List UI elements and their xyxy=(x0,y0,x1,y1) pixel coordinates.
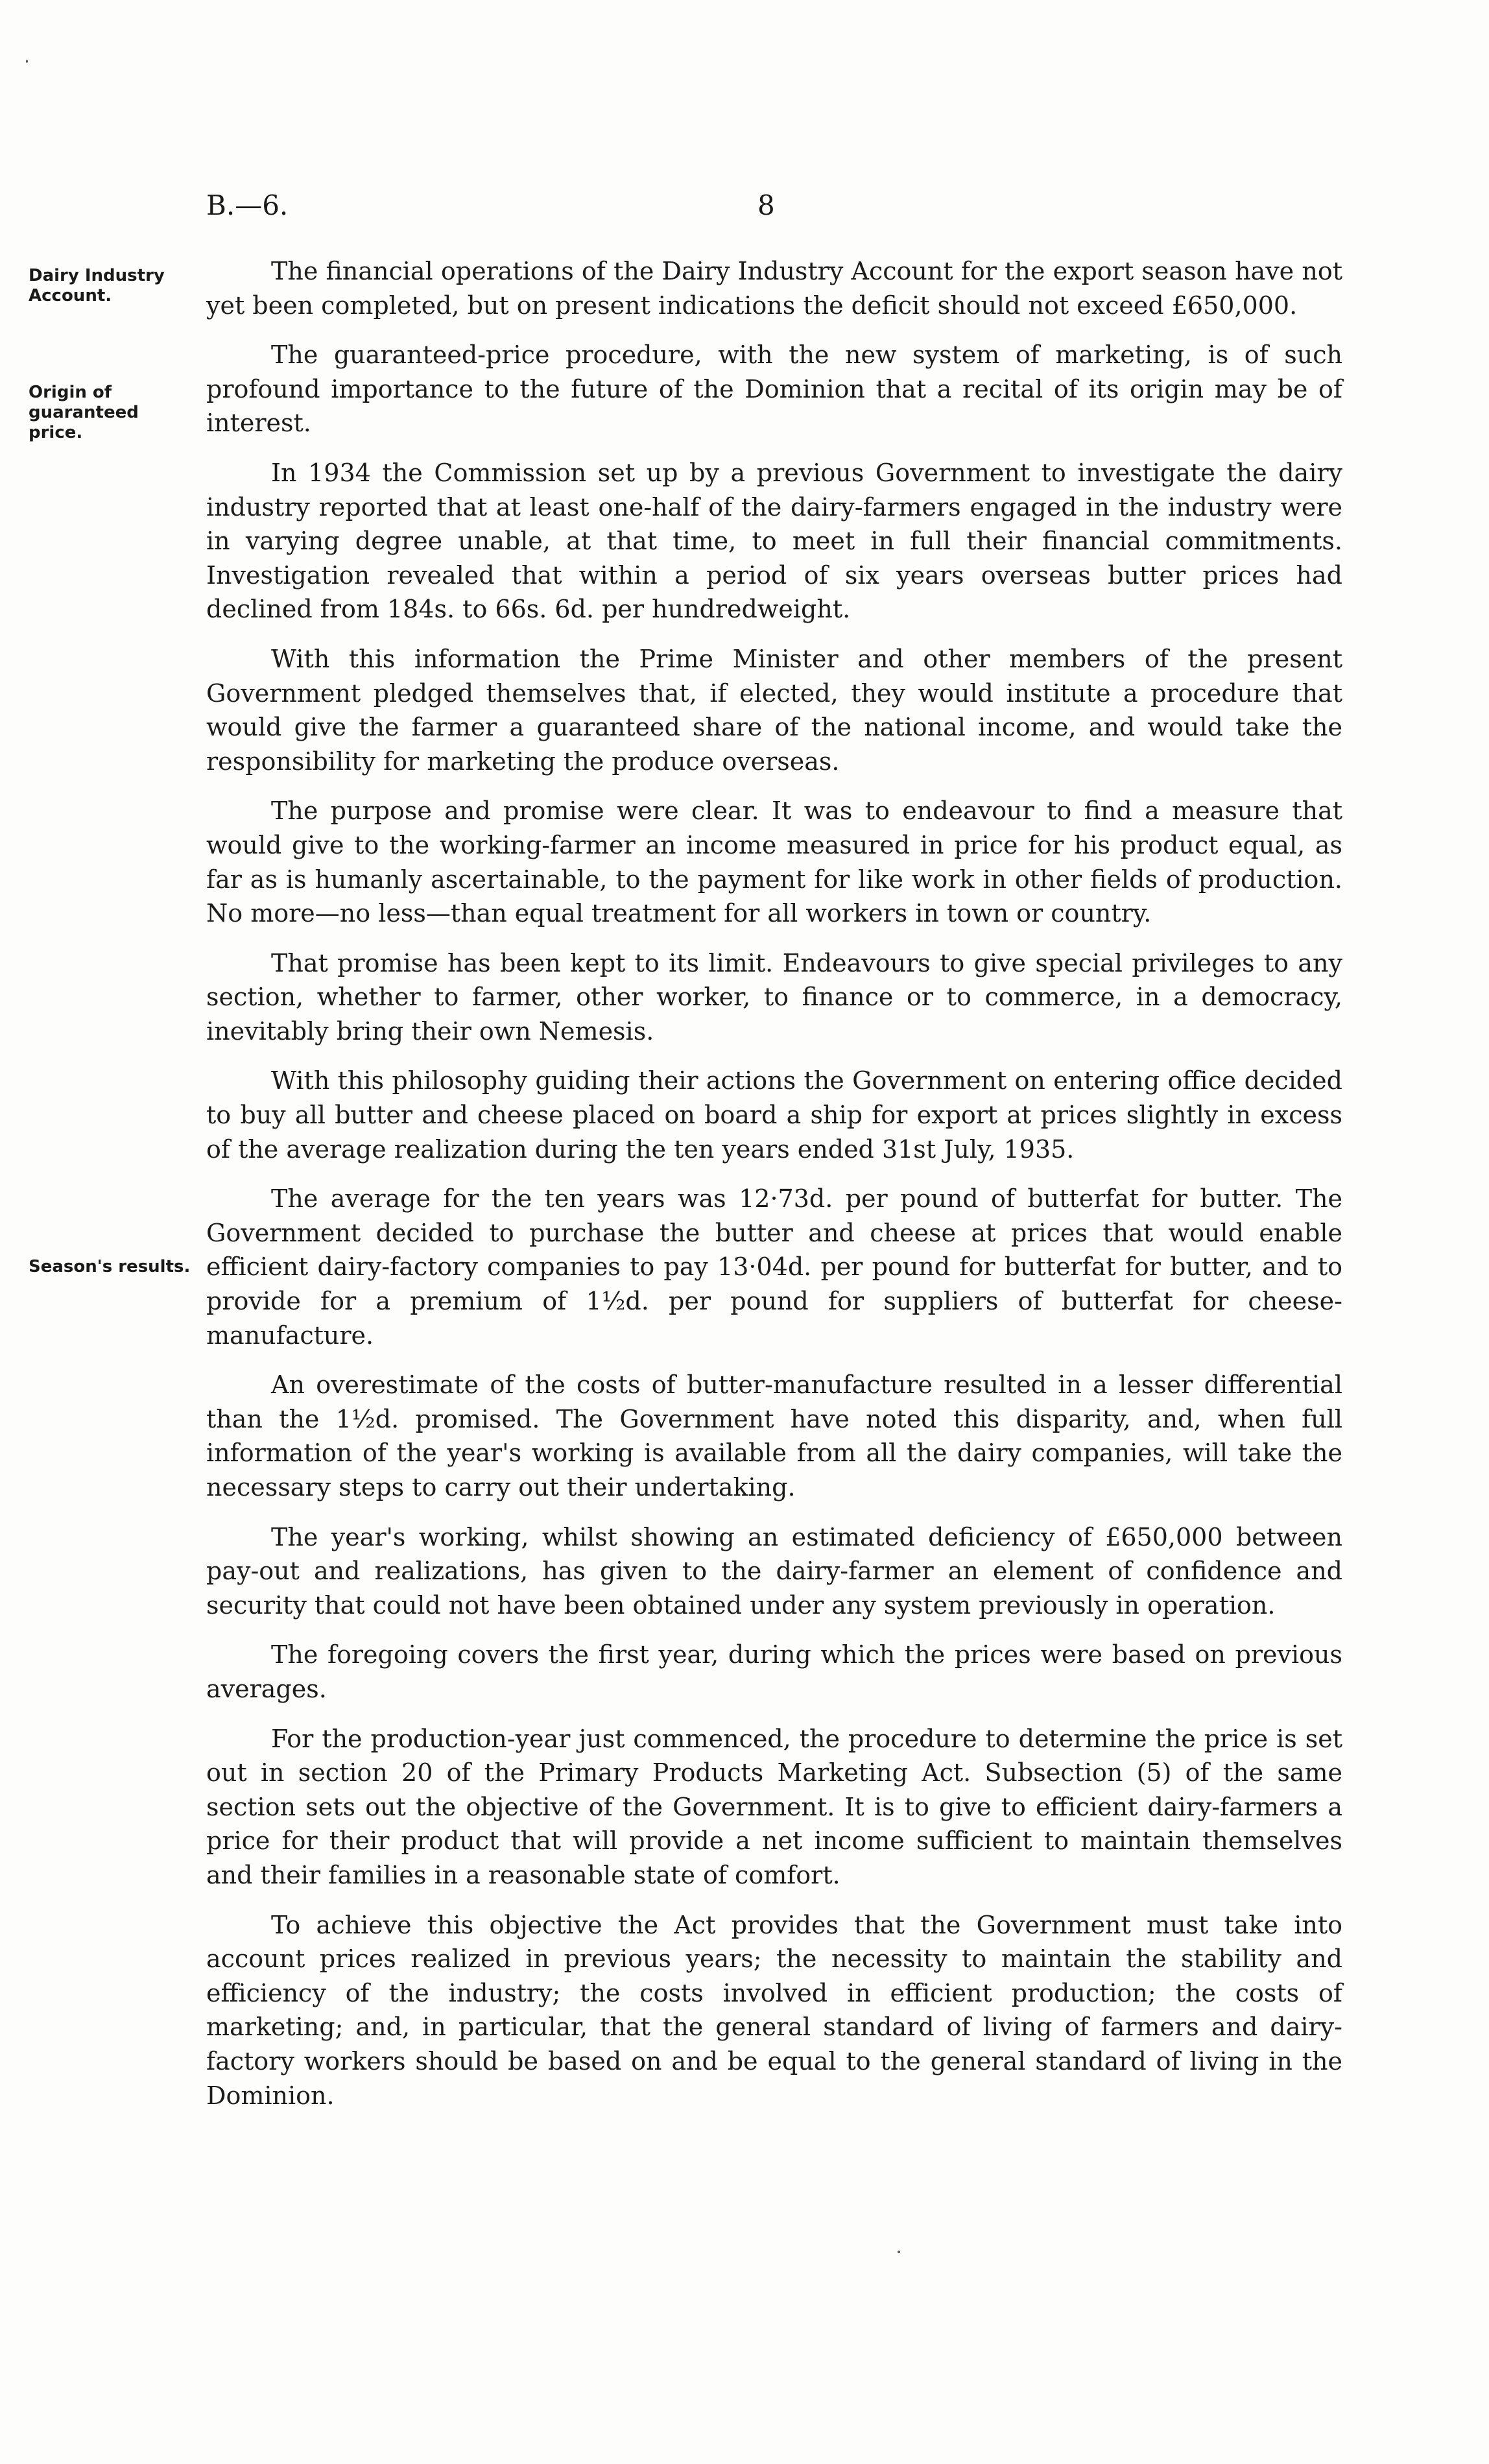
paragraph: With this philosophy guiding their actions the Government on entering office decided to buy all butter and cheese placed on board a ship for export at prices slightly in excess of the average realization during the ten years ended 31st July, 1935. xyxy=(206,1066,1342,1164)
scan-speck xyxy=(898,2251,900,2253)
paragraph: The year's working, whilst showing an estimated deficiency of £650,000 between pay-out and realizations, has given to the dairy-farmer an element of confidence and security that could not have been obtained under any system previously in operation. xyxy=(206,1522,1342,1620)
margin-note-seasons-results: Season's results. xyxy=(29,1257,191,1276)
margin-note-origin-of-guaranteed-price: Origin of guaranteed price. xyxy=(29,383,139,442)
paragraph: For the production-year just commenced, the procedure to determine the price is set out in section 20 of the Primary Products Marketing Act. Subsection (5) of the same section sets out the objective of the Government. It is to give to efficient dairy-farmers a price for their product that will provide a net income sufficient to maintain themselves and their families in a reasonable state of comfort. xyxy=(206,1724,1342,1889)
paragraph: The guaranteed-price procedure, with the new system of marketing, is of such profound importance to the future of the Dominion that a recital of its origin may be of interest. xyxy=(206,341,1342,438)
paragraph: The financial operations of the Dairy Industry Account for the export season have not yet been completed, but on present indications the deficit should not exceed £650,000. xyxy=(206,257,1342,320)
paragraph: An overestimate of the costs of butter-manufacture resulted in a lesser differential than the 1½d. promised. The Government have noted this disparity, and, when full information of the year's working is available from all the dairy companies, will take the necessary steps to carry out their undertaking. xyxy=(206,1370,1342,1501)
paragraph: The average for the ten years was 12·73d. per pound of butterfat for butter. The Government decided to purchase the butter and cheese at prices that would enable efficient dairy-factory companies to pay 13·04d. per pound for butterfat for butter, and to provide for a premium of 1½d. per pound for suppliers of butterfat for cheese-manufacture. xyxy=(206,1184,1342,1350)
body-text xyxy=(206,254,1342,2128)
paragraph: With this information the Prime Minister and other members of the present Government pledged themselves that, if elected, they would institute a procedure that would give the farmer a guaranteed share of the national income, and would take the responsibility for marketing the produce overseas. xyxy=(206,644,1342,776)
paragraph: That promise has been kept to its limit. Endeavours to give special privileges to any section, whether to farmer, other worker, to finance or to commerce, in a democracy, inevitably bring their own Nemesis. xyxy=(206,948,1342,1046)
paragraph: The purpose and promise were clear. It was to endeavour to find a measure that would give to the working-farmer an income measured in price for his product equal, as far as is humanly ascertainable, to the payment for like work in other fields of production. No more—no less—than equal treatment for all workers in town or country. xyxy=(206,796,1342,928)
margin-note-dairy-industry-account: Dairy Industry Account. xyxy=(29,266,165,305)
scan-speck xyxy=(26,60,28,63)
page-number: 8 xyxy=(757,189,775,221)
paragraph: The foregoing covers the first year, during which the prices were based on previous averages. xyxy=(206,1640,1342,1703)
paragraph: In 1934 the Commission set up by a previous Government to investigate the dairy industry reported that at least one-half of the dairy-farmers engaged in the industry were in varying degree unable, at that time, to meet in full their financial commitments. Investigation revealed that within a period of six years overseas butter prices had declined from 184s. to 66s. 6d. per hundredweight. xyxy=(206,458,1342,624)
document-reference: B.—6. xyxy=(206,189,289,221)
paragraph: To achieve this objective the Act provides that the Government must take into account prices realized in previous years; the necessity to maintain the stability and efficiency of the industry; the costs involved in efficient production; the costs of marketing; and, in particular, that the general standard of living of farmers and dairy-factory workers should be based on and be equal to the general standard of living in the Dominion. xyxy=(206,1910,1342,2110)
